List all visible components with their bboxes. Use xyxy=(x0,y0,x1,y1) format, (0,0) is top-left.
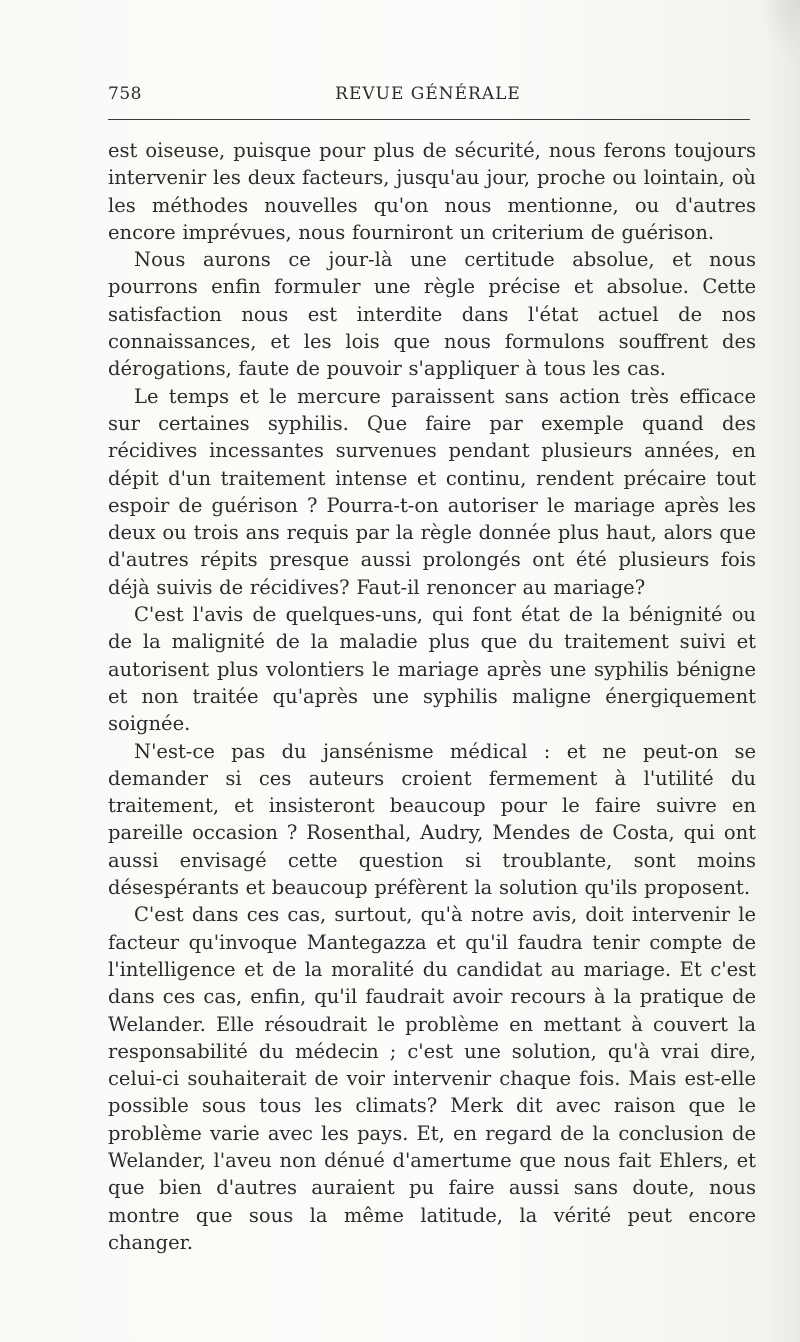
paragraph: C'est l'avis de quelques-uns, qui font état de la bénignité ou de la malignité de la maladie plus que du traitement suivi et autorisent plus volontiers le mariage après une syphilis bénigne et non traitée qu'après une syphilis maligne énergiquement soignée. xyxy=(108,603,756,736)
header-rule xyxy=(108,119,750,120)
page-header xyxy=(108,80,748,108)
paragraph: C'est dans ces cas, surtout, qu'à notre avis, doit intervenir le facteur qu'invoque Mantegazza et qu'il faudra tenir compte de l'intelligence et de la moralité du candidat au mariage. Et c'est dans ces cas, enfin, qu'il faudrait avoir recours à la pratique de Welander. Elle résoudrait le problème en mettant à couvert la responsabilité du médecin ; c'est une solution, qu'à vrai dire, celui-ci souhaiterait de voir intervenir chaque fois. Mais est-elle possible sous tous les climats? Merk dit avec raison que le problème varie avec les pays. Et, en regard de la conclusion de Welander, l'aveu non dénué d'amertume que nous fait Ehlers, et que bien d'autres auraient pu faire aussi sans doute, nous montre que sous la même latitude, la vérité peut encore changer. xyxy=(108,903,756,1254)
page-corner-shadow xyxy=(760,0,800,60)
paragraph: N'est-ce pas du jansénisme médical : et ne peut-on se demander si ces auteurs croient fermement à l'utilité du traitement, et insisteront beaucoup pour le faire suivre en pareille occasion ? Rosenthal, Audry, Mendes de Costa, qui ont aussi envisagé cette question si troublante, sont moins désespérants et beaucoup préfèrent la solution qu'ils proposent. xyxy=(108,739,756,900)
body-text xyxy=(108,137,756,1256)
running-title: REVUE GÉNÉRALE xyxy=(335,84,521,104)
page-number: 758 xyxy=(108,84,142,104)
paragraph: Le temps et le mercure paraissent sans action très efficace sur certaines syphilis. Que faire par exemple quand des récidives incessantes survenues pendant plusieurs années, en dépit d'un traitement intense et continu, rendent précaire tout espoir de guérison ? Pourra-t-on autoriser le mariage après les deux ou trois ans requis par la règle donnée plus haut, alors que d'autres répits presque aussi prolongés ont été plusieurs fois déjà suivis de récidives? Faut-il renoncer au mariage? xyxy=(108,384,756,599)
paragraph: est oiseuse, puisque pour plus de sécurité, nous ferons toujours intervenir les deux facteurs, jusqu'au jour, proche ou lointain, où les méthodes nouvelles qu'on nous mentionne, ou d'autres encore imprévues, nous fourniront un criterium de guérison. xyxy=(108,139,756,244)
paragraph: Nous aurons ce jour-là une certitude absolue, et nous pourrons enfin formuler une règle précise et absolue. Cette satisfaction nous est interdite dans l'état actuel de nos connaissances, et les lois que nous formulons souffrent des dérogations, faute de pouvoir s'appliquer à tous les cas. xyxy=(108,248,756,381)
